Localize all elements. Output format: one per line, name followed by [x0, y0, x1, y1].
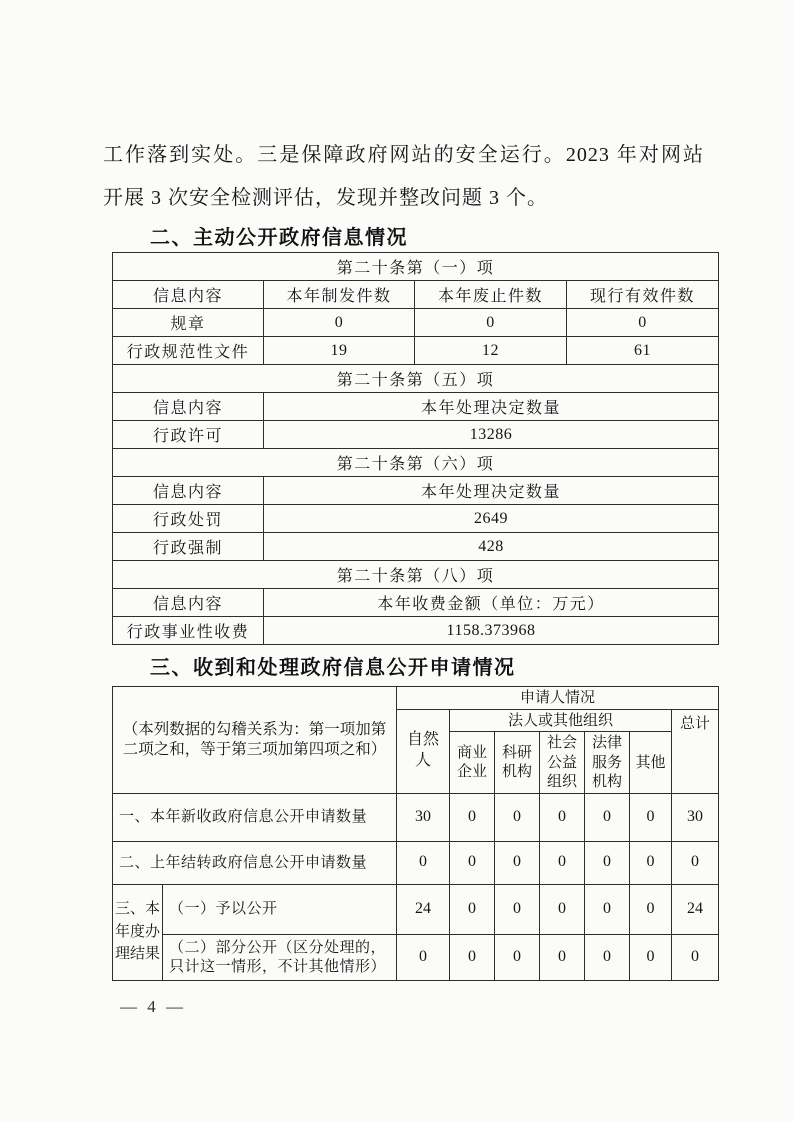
table-row [113, 884, 719, 934]
row-label: 规章 [113, 309, 264, 337]
cell-value: 0 [672, 841, 719, 884]
cell-value: 0 [585, 934, 630, 980]
paragraph-line: 开展 3 次安全检测评估，发现并整改问题 3 个。 [103, 187, 548, 209]
table-row [113, 505, 719, 533]
column-header: 法律服务机构 [585, 732, 630, 794]
cell-value: 24 [672, 884, 719, 934]
section-title-row [113, 561, 719, 589]
section-title-row [113, 365, 719, 393]
column-header: 信息内容 [113, 589, 264, 617]
cell-value: 0 [540, 793, 585, 841]
cell-value: 0 [415, 309, 567, 337]
header-row [113, 589, 719, 617]
cell-value: 0 [585, 841, 630, 884]
section-3-heading: 三、收到和处理政府信息公开申请情况 [150, 657, 516, 679]
cell-value: 0 [585, 793, 630, 841]
cell-value: 2649 [264, 505, 719, 533]
table-row [113, 617, 719, 645]
table-row [113, 533, 719, 561]
header-row [113, 393, 719, 421]
row-label: 行政强制 [113, 533, 264, 561]
column-header: 本年废止件数 [415, 281, 567, 309]
cell-value: 0 [630, 793, 672, 841]
natural-person-header: 自然人 [397, 709, 450, 793]
row-group-label: 三、本年度办理结果 [113, 884, 163, 980]
column-header: 信息内容 [113, 393, 264, 421]
cell-value: 13286 [264, 421, 719, 449]
cell-value: 0 [397, 841, 450, 884]
row-label: 一、本年新收政府信息公开申请数量 [113, 793, 397, 841]
legal-or-other-header: 法人或其他组织 [450, 709, 672, 732]
cell-value: 0 [264, 309, 415, 337]
cell-value: 428 [264, 533, 719, 561]
row-label: 二、上年结转政府信息公开申请数量 [113, 841, 397, 884]
column-header: 信息内容 [113, 281, 264, 309]
column-header: 科研机构 [495, 732, 540, 794]
cell-value: 0 [495, 793, 540, 841]
column-header: 本年处理决定数量 [264, 477, 719, 505]
cell-value: 0 [630, 934, 672, 980]
row-label: 行政规范性文件 [113, 337, 264, 365]
cell-value: 0 [450, 793, 495, 841]
table-row [113, 309, 719, 337]
cell-value: 0 [495, 841, 540, 884]
table-row [113, 841, 719, 884]
cell-value: 0 [495, 884, 540, 934]
reconciliation-note: （本列数据的勾稽关系为：第一项加第二项之和，等于第三项加第四项之和） [113, 687, 397, 794]
cell-value: 0 [450, 884, 495, 934]
column-header: 其他 [630, 732, 672, 794]
applications-table [112, 686, 719, 981]
section-title: 第二十条第（一）项 [113, 253, 719, 281]
page-number: — 4 — [120, 997, 186, 1016]
cell-value: 0 [495, 934, 540, 980]
table-row [113, 337, 719, 365]
column-header: 商业企业 [450, 732, 495, 794]
column-header: 现行有效件数 [567, 281, 719, 309]
applicant-status-header: 申请人情况 [397, 687, 719, 710]
column-header: 本年收费金额（单位：万元） [264, 589, 719, 617]
row-label: 行政处罚 [113, 505, 264, 533]
total-header: 总计 [672, 709, 719, 793]
row-label: （一）予以公开 [163, 884, 397, 934]
table-row [113, 793, 719, 841]
cell-value: 0 [567, 309, 719, 337]
cell-value: 30 [397, 793, 450, 841]
cell-value: 30 [672, 793, 719, 841]
cell-value: 1158.373968 [264, 617, 719, 645]
proactive-disclosure-table [112, 252, 719, 645]
cell-value: 12 [415, 337, 567, 365]
body-paragraph [103, 134, 704, 220]
cell-value: 0 [630, 841, 672, 884]
cell-value: 0 [540, 884, 585, 934]
column-header: 本年制发件数 [264, 281, 415, 309]
row-label: 行政许可 [113, 421, 264, 449]
cell-value: 0 [672, 934, 719, 980]
cell-value: 0 [585, 884, 630, 934]
cell-value: 24 [397, 884, 450, 934]
cell-value: 19 [264, 337, 415, 365]
table-row [113, 934, 719, 980]
section-title-row [113, 253, 719, 281]
column-header: 社会公益组织 [540, 732, 585, 794]
row-label: 行政事业性收费 [113, 617, 264, 645]
section-title-row [113, 449, 719, 477]
cell-value: 0 [450, 934, 495, 980]
section-2-heading: 二、主动公开政府信息情况 [150, 227, 408, 249]
column-header: 信息内容 [113, 477, 264, 505]
section-title: 第二十条第（五）项 [113, 365, 719, 393]
cell-value: 0 [540, 841, 585, 884]
header-row [113, 477, 719, 505]
table-row [113, 421, 719, 449]
row-label: （二）部分公开（区分处理的，只计这一情形，不计其他情形） [163, 934, 397, 980]
cell-value: 0 [397, 934, 450, 980]
cell-value: 0 [450, 841, 495, 884]
section-title: 第二十条第（八）项 [113, 561, 719, 589]
column-header: 本年处理决定数量 [264, 393, 719, 421]
cell-value: 0 [630, 884, 672, 934]
header-row [113, 687, 719, 710]
cell-value: 61 [567, 337, 719, 365]
section-title: 第二十条第（六）项 [113, 449, 719, 477]
paragraph-line: 工作落到实处。三是保障政府网站的安全运行。2023 年对网站 [103, 144, 704, 166]
cell-value: 0 [540, 934, 585, 980]
header-row [113, 281, 719, 309]
